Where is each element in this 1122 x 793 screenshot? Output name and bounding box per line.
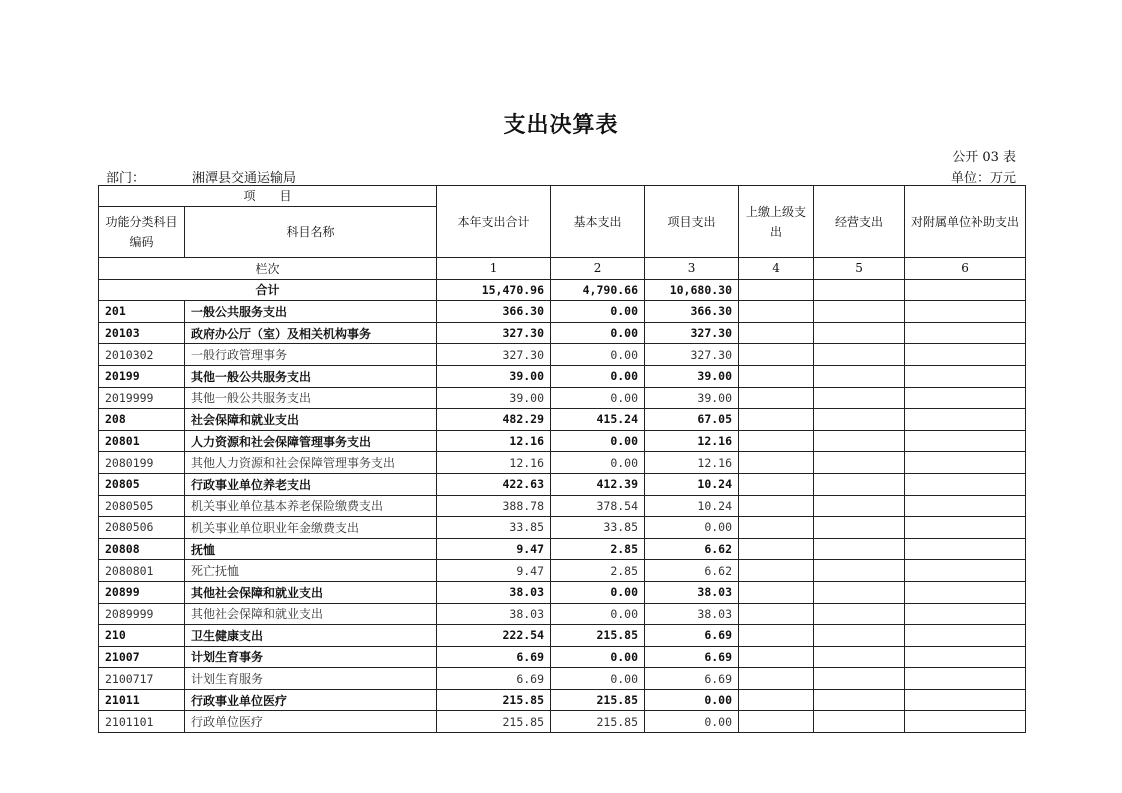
cell-subsidy [905,646,1026,668]
cell-business [814,581,905,603]
cell-code: 2080199 [99,452,185,474]
cell-project: 0.00 [645,517,739,539]
total-upper [739,279,814,301]
cell-subsidy [905,387,1026,409]
total-row [99,279,1026,301]
cell-code: 210 [99,625,185,647]
cell-upper [739,301,814,323]
table-row [99,409,1026,431]
cell-code: 2101101 [99,711,185,733]
cell-total: 327.30 [437,344,551,366]
cell-subsidy [905,365,1026,387]
cell-upper [739,668,814,690]
cell-total: 215.85 [437,689,551,711]
department-line [106,167,297,186]
cell-project: 327.30 [645,322,739,344]
cell-basic: 0.00 [551,452,645,474]
cell-code: 201 [99,301,185,323]
table-row [99,538,1026,560]
cell-total: 9.47 [437,560,551,582]
cell-upper [739,452,814,474]
cell-project: 10.24 [645,473,739,495]
table-row [99,495,1026,517]
cell-upper [739,603,814,625]
cell-name: 死亡抚恤 [185,560,437,582]
cell-upper [739,711,814,733]
cell-total: 366.30 [437,301,551,323]
unit-label: 单位：万元 [950,171,1016,186]
cell-business [814,668,905,690]
cell-name: 其他一般公共服务支出 [185,365,437,387]
cell-total: 6.69 [437,646,551,668]
cell-basic: 0.00 [551,430,645,452]
header-code: 功能分类科目编码 [99,207,185,258]
cell-total: 215.85 [437,711,551,733]
cell-total: 388.78 [437,495,551,517]
cell-name: 行政事业单位医疗 [185,689,437,711]
total-project: 10,680.30 [645,279,739,301]
cell-total: 39.00 [437,365,551,387]
total-business [814,279,905,301]
cell-upper [739,689,814,711]
cell-total: 12.16 [437,452,551,474]
total-subsidy [905,279,1026,301]
header-upper: 上缴上级支出 [739,186,814,258]
cell-subsidy [905,430,1026,452]
cell-business [814,409,905,431]
column-index-6: 6 [905,258,1026,280]
table-row [99,322,1026,344]
cell-business [814,646,905,668]
cell-name: 其他社会保障和就业支出 [185,581,437,603]
cell-subsidy [905,560,1026,582]
cell-basic: 33.85 [551,517,645,539]
cell-name: 其他社会保障和就业支出 [185,603,437,625]
table-row [99,646,1026,668]
department-name: 湘潭县交通运输局 [192,171,297,186]
table-row [99,365,1026,387]
cell-basic: 0.00 [551,668,645,690]
table-row [99,473,1026,495]
cell-basic: 0.00 [551,344,645,366]
cell-subsidy [905,603,1026,625]
column-index-5: 5 [814,258,905,280]
cell-subsidy [905,581,1026,603]
table-row [99,668,1026,690]
cell-project: 12.16 [645,452,739,474]
cell-project: 0.00 [645,689,739,711]
cell-upper [739,473,814,495]
cell-code: 21011 [99,689,185,711]
cell-code: 20103 [99,322,185,344]
cell-project: 38.03 [645,581,739,603]
cell-upper [739,495,814,517]
cell-code: 20801 [99,430,185,452]
cell-business [814,452,905,474]
cell-subsidy [905,668,1026,690]
department-label: 部门： [106,171,146,186]
column-index-2: 2 [551,258,645,280]
cell-name: 行政单位医疗 [185,711,437,733]
cell-subsidy [905,711,1026,733]
cell-name: 政府办公厅（室）及相关机构事务 [185,322,437,344]
cell-total: 6.69 [437,668,551,690]
cell-name: 一般公共服务支出 [185,301,437,323]
cell-code: 2080801 [99,560,185,582]
cell-subsidy [905,517,1026,539]
cell-total: 33.85 [437,517,551,539]
cell-code: 2019999 [99,387,185,409]
cell-project: 39.00 [645,365,739,387]
cell-business [814,387,905,409]
cell-name: 社会保障和就业支出 [185,409,437,431]
cell-business [814,560,905,582]
cell-business [814,344,905,366]
cell-total: 9.47 [437,538,551,560]
cell-basic: 2.85 [551,560,645,582]
cell-code: 20199 [99,365,185,387]
cell-upper [739,430,814,452]
cell-project: 0.00 [645,711,739,733]
cell-business [814,625,905,647]
cell-name: 抚恤 [185,538,437,560]
cell-total: 222.54 [437,625,551,647]
table-row [99,560,1026,582]
table-body [99,279,1026,732]
cell-basic: 0.00 [551,581,645,603]
cell-name: 机关事业单位职业年金缴费支出 [185,517,437,539]
cell-project: 12.16 [645,430,739,452]
cell-upper [739,538,814,560]
cell-business [814,603,905,625]
total-label: 合计 [99,279,437,301]
cell-total: 12.16 [437,430,551,452]
cell-upper [739,322,814,344]
cell-name: 计划生育服务 [185,668,437,690]
cell-code: 2080506 [99,517,185,539]
page-title: 支出决算表 [503,112,619,138]
cell-code: 21007 [99,646,185,668]
header-project: 项目支出 [645,186,739,258]
cell-basic: 0.00 [551,322,645,344]
column-index-label: 栏次 [99,258,437,280]
cell-project: 38.03 [645,603,739,625]
cell-project: 10.24 [645,495,739,517]
cell-business [814,322,905,344]
header-basic: 基本支出 [551,186,645,258]
cell-name: 机关事业单位基本养老保险缴费支出 [185,495,437,517]
cell-name: 其他一般公共服务支出 [185,387,437,409]
table-row [99,301,1026,323]
cell-project: 67.05 [645,409,739,431]
cell-project: 6.62 [645,538,739,560]
cell-project: 6.69 [645,625,739,647]
cell-subsidy [905,344,1026,366]
header-row-top [99,186,1026,207]
column-index-1: 1 [437,258,551,280]
cell-project: 39.00 [645,387,739,409]
cell-project: 327.30 [645,344,739,366]
cell-total: 38.03 [437,603,551,625]
cell-upper [739,387,814,409]
total-basic: 4,790.66 [551,279,645,301]
cell-subsidy [905,689,1026,711]
header-subsidy: 对附属单位补助支出 [905,186,1026,258]
table-row [99,387,1026,409]
header-business: 经营支出 [814,186,905,258]
table-row [99,603,1026,625]
cell-subsidy [905,452,1026,474]
table-row [99,344,1026,366]
cell-name: 人力资源和社会保障管理事务支出 [185,430,437,452]
cell-name: 计划生育事务 [185,646,437,668]
cell-basic: 0.00 [551,365,645,387]
cell-business [814,711,905,733]
cell-subsidy [905,322,1026,344]
total-total: 15,470.96 [437,279,551,301]
form-number: 公开 03 表 [952,150,1016,165]
cell-code: 208 [99,409,185,431]
cell-subsidy [905,495,1026,517]
cell-total: 327.30 [437,322,551,344]
cell-project: 6.69 [645,668,739,690]
table-row [99,452,1026,474]
cell-upper [739,560,814,582]
cell-upper [739,517,814,539]
column-index-4: 4 [739,258,814,280]
cell-basic: 0.00 [551,646,645,668]
cell-business [814,517,905,539]
cell-subsidy [905,625,1026,647]
header-item-group: 项 目 [99,186,437,207]
cell-code: 2100717 [99,668,185,690]
cell-basic: 2.85 [551,538,645,560]
expenditure-table [98,185,1026,733]
cell-basic: 378.54 [551,495,645,517]
cell-basic: 0.00 [551,387,645,409]
cell-upper [739,409,814,431]
cell-code: 20808 [99,538,185,560]
cell-basic: 0.00 [551,603,645,625]
cell-subsidy [905,409,1026,431]
cell-upper [739,581,814,603]
cell-business [814,689,905,711]
cell-name: 一般行政管理事务 [185,344,437,366]
cell-name: 行政事业单位养老支出 [185,473,437,495]
cell-upper [739,625,814,647]
cell-name: 卫生健康支出 [185,625,437,647]
table-row [99,625,1026,647]
cell-code: 2010302 [99,344,185,366]
table-row [99,711,1026,733]
cell-total: 38.03 [437,581,551,603]
cell-upper [739,646,814,668]
table-row [99,430,1026,452]
cell-project: 6.69 [645,646,739,668]
cell-subsidy [905,538,1026,560]
cell-name: 其他人力资源和社会保障管理事务支出 [185,452,437,474]
column-index-row [99,258,1026,280]
cell-code: 2089999 [99,603,185,625]
cell-upper [739,344,814,366]
cell-business [814,495,905,517]
column-index-3: 3 [645,258,739,280]
cell-project: 366.30 [645,301,739,323]
cell-business [814,301,905,323]
cell-basic: 215.85 [551,689,645,711]
cell-code: 2080505 [99,495,185,517]
cell-subsidy [905,301,1026,323]
cell-basic: 215.85 [551,625,645,647]
cell-basic: 215.85 [551,711,645,733]
cell-total: 482.29 [437,409,551,431]
cell-code: 20899 [99,581,185,603]
cell-total: 422.63 [437,473,551,495]
table-row [99,581,1026,603]
cell-upper [739,365,814,387]
cell-basic: 415.24 [551,409,645,431]
header-name: 科目名称 [185,207,437,258]
header-total: 本年支出合计 [437,186,551,258]
cell-business [814,430,905,452]
cell-business [814,473,905,495]
table-row [99,517,1026,539]
cell-total: 39.00 [437,387,551,409]
cell-basic: 412.39 [551,473,645,495]
cell-business [814,365,905,387]
cell-basic: 0.00 [551,301,645,323]
cell-subsidy [905,473,1026,495]
cell-code: 20805 [99,473,185,495]
cell-project: 6.62 [645,560,739,582]
table-row [99,689,1026,711]
cell-business [814,538,905,560]
